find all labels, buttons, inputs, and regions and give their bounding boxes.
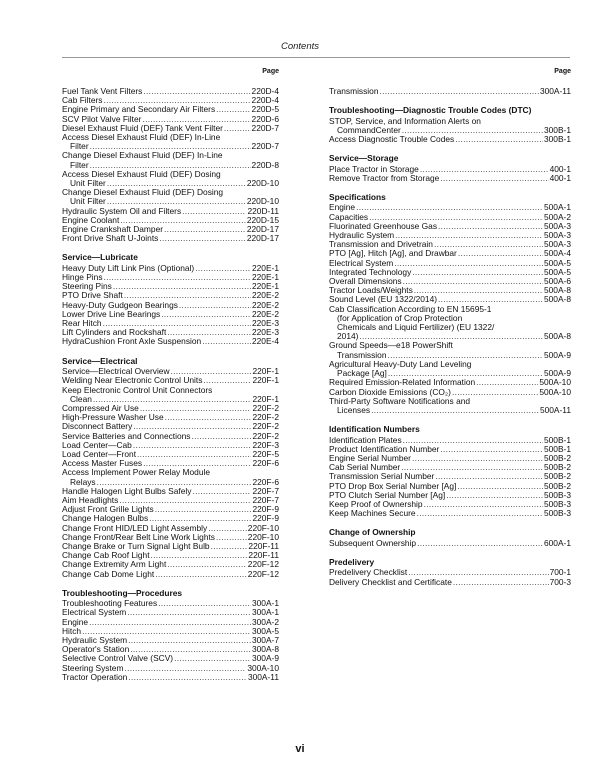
entry-page-number: 220D-8 xyxy=(251,159,279,170)
entry-page-number: 500A-8 xyxy=(543,331,571,342)
entry-page-number: 220D-4 xyxy=(251,95,279,106)
entry-page-number: 500A-3 xyxy=(543,239,571,250)
dot-leader xyxy=(438,222,543,231)
entry-title: Transmission xyxy=(337,349,387,360)
entry-page-number: 500B-1 xyxy=(543,434,571,445)
entry-title: Overall Dimensions xyxy=(329,276,402,287)
entry-page-number: 220F-9 xyxy=(252,504,279,515)
page-column-label: Page xyxy=(554,68,571,75)
entry-page-number: 220F-7 xyxy=(252,494,279,505)
entry-page-number: 220D-5 xyxy=(251,104,279,115)
dot-leader xyxy=(113,282,251,291)
entry-page-number: 300A-1 xyxy=(251,598,279,609)
dot-leader xyxy=(128,636,251,645)
entry-page-number: 220D-10 xyxy=(246,196,279,207)
section-title: Troubleshooting—Diagnostic Trouble Codes (DTC) xyxy=(329,105,532,116)
section-title: Change of Ownership xyxy=(329,527,416,538)
dot-leader xyxy=(476,378,538,387)
entry-title: Tractor Operation xyxy=(62,671,128,682)
toc-entry[interactable] xyxy=(329,341,571,359)
entry-page-number: 500A-9 xyxy=(543,349,571,360)
entry-title: Hydraulic System Oil and Filters xyxy=(62,205,182,216)
entry-page-number: 300B-1 xyxy=(543,124,571,135)
toc-section xyxy=(329,425,571,518)
entry-title-line: Cab Classification According to EN 15695-1 xyxy=(329,303,492,314)
entry-page-number: 220F-5 xyxy=(252,448,279,459)
entry-title: Aim Headlights xyxy=(62,494,119,505)
entry-page-number: 300A-9 xyxy=(251,653,279,664)
entry-title: Rear Hitch xyxy=(62,318,102,329)
entry-title-line: Change Diesel Exhaust Fluid (DEF) Dosing xyxy=(62,187,224,198)
entry-title: Transmission Serial Number xyxy=(329,471,435,482)
entry-page-number: 500B-1 xyxy=(543,443,571,454)
entry-page-number: 500A-5 xyxy=(543,266,571,277)
dot-leader xyxy=(164,225,246,234)
section-title: Service—Lubricate xyxy=(62,252,138,263)
dot-leader xyxy=(143,87,250,96)
toc-section xyxy=(329,193,571,415)
entry-title: Engine Serial Number xyxy=(329,452,411,463)
dot-leader xyxy=(446,491,543,500)
dot-leader xyxy=(455,135,543,144)
dot-leader xyxy=(412,268,543,277)
toc-section xyxy=(62,589,279,682)
dot-leader xyxy=(192,487,251,496)
entry-title: Service Batteries and Connections xyxy=(62,430,191,441)
entry-page-number: 220D-6 xyxy=(251,113,279,124)
entry-page-number: 500A-5 xyxy=(543,257,571,268)
dot-leader xyxy=(155,505,252,514)
entry-page-number: 500A-8 xyxy=(543,294,571,305)
entry-title: Handle Halogen Light Bulbs Safely xyxy=(62,485,192,496)
entry-page-number: 220F-10 xyxy=(247,531,279,542)
entry-title: Lower Drive Line Bearings xyxy=(62,308,161,319)
entry-page-number: 220F-12 xyxy=(247,568,279,579)
entry-title: Hydraulic System xyxy=(62,634,128,645)
entry-page-number: 220E-2 xyxy=(251,290,279,301)
dot-leader xyxy=(167,560,247,569)
entry-page-number: 220E-3 xyxy=(251,318,279,329)
dot-leader xyxy=(420,165,549,174)
entry-title: Predelivery Checklist xyxy=(329,567,408,578)
entry-title: Engine xyxy=(62,616,89,627)
toc-entry[interactable] xyxy=(329,578,571,587)
section-title: Identification Numbers xyxy=(329,424,420,435)
entry-title: Selective Control Valve (SCV) xyxy=(62,653,174,664)
dot-leader xyxy=(155,570,247,579)
entry-title: Electrical System xyxy=(329,257,394,268)
entry-page-number: 500A-10 xyxy=(539,377,571,388)
section-title: Service—Electrical xyxy=(62,355,138,366)
dot-leader xyxy=(412,454,543,463)
entry-title: Sound Level (EU 1322/2014) xyxy=(329,294,438,305)
entry-page-number: 500B-3 xyxy=(543,489,571,500)
entry-page-number: 220F-2 xyxy=(252,430,279,441)
dot-leader xyxy=(192,432,252,441)
entry-title: Remove Tractor from Storage xyxy=(329,172,440,183)
entry-page-number: 220E-4 xyxy=(251,336,279,347)
entry-title-line: Chemicals and Liquid Fertilizer) (EU 1322/ xyxy=(337,322,495,333)
toc-entry[interactable] xyxy=(329,135,571,144)
toc-section xyxy=(62,253,279,346)
entry-page-number: 400-1 xyxy=(549,172,571,183)
page-folio: vi xyxy=(295,743,305,755)
dot-leader xyxy=(371,406,539,415)
entry-page-number: 220D-7 xyxy=(251,122,279,133)
dot-leader xyxy=(458,249,543,258)
entry-page-number: 500A-3 xyxy=(543,220,571,231)
dot-leader xyxy=(195,264,251,273)
dot-leader xyxy=(179,301,251,310)
entry-title: Engine Crankshaft Damper xyxy=(62,224,164,235)
dot-leader xyxy=(453,578,549,587)
entry-title-line: Change Diesel Exhaust Fluid (DEF) In-Line xyxy=(62,150,223,161)
entry-title: Place Tractor in Storage xyxy=(329,163,419,174)
entry-title: Change Halogen Bulbs xyxy=(62,513,149,524)
entry-page-number: 220F-9 xyxy=(252,513,279,524)
entry-title: 2014) xyxy=(337,331,359,342)
dot-leader xyxy=(159,234,246,243)
toc-entry[interactable] xyxy=(329,87,571,96)
dot-leader xyxy=(133,441,252,450)
dot-leader xyxy=(128,673,247,682)
dot-leader xyxy=(104,273,251,282)
entry-page-number: 220D-15 xyxy=(246,214,279,225)
dot-leader xyxy=(424,500,543,509)
section-title: Specifications xyxy=(329,192,386,203)
entry-title: Fluorinated Greenhouse Gas xyxy=(329,220,438,231)
dot-leader xyxy=(165,413,252,422)
toc-entry[interactable] xyxy=(62,608,279,617)
toc-entry[interactable] xyxy=(62,618,279,627)
dot-leader xyxy=(202,337,251,346)
entry-page-number: 500A-4 xyxy=(543,248,571,259)
entry-page-number: 300B-1 xyxy=(543,134,571,145)
entry-title: Diesel Exhaust Fluid (DEF) Tank Vent Filter xyxy=(62,122,223,133)
entry-title: Integrated Technology xyxy=(329,266,412,277)
entry-title: Hydraulic System xyxy=(329,230,395,241)
entry-title: Operator's Station xyxy=(62,644,130,655)
toc-entry[interactable] xyxy=(62,188,279,206)
entry-page-number: 500B-2 xyxy=(543,452,571,463)
entry-title: Hitch xyxy=(62,625,82,636)
entry-page-number: 220D-11 xyxy=(247,205,279,216)
entry-page-number: 220D-17 xyxy=(246,224,279,235)
entry-page-number: 220F-1 xyxy=(252,393,279,404)
entry-page-number: 500A-2 xyxy=(543,211,571,222)
entry-title: Change Extremity Arm Light xyxy=(62,559,167,570)
entry-title: Change Cab Roof Light xyxy=(62,550,150,561)
entry-title: Unit Filter xyxy=(70,196,106,207)
entry-page-number: 220F-6 xyxy=(252,458,279,469)
entry-page-number: 220D-7 xyxy=(251,141,279,152)
entry-title: PTO Drive Shaft xyxy=(62,290,123,301)
dot-leader xyxy=(380,87,539,96)
entry-page-number: 500B-2 xyxy=(543,462,571,473)
entry-title: Licenses xyxy=(337,404,371,415)
toc-section xyxy=(329,154,571,183)
dot-leader xyxy=(182,207,246,216)
dot-leader xyxy=(356,203,543,212)
entry-title: Engine xyxy=(329,202,356,213)
toc-entry[interactable] xyxy=(62,133,279,151)
toc-entry[interactable] xyxy=(62,673,279,682)
toc-section xyxy=(329,106,571,144)
entry-page-number: 700-1 xyxy=(549,567,571,578)
entry-page-number: 300A-2 xyxy=(251,616,279,627)
section-title: Service—Storage xyxy=(329,153,399,164)
entry-title: Lift Cylinders and Rockshaft xyxy=(62,327,167,338)
entry-page-number: 220E-1 xyxy=(251,272,279,283)
toc-entry[interactable] xyxy=(62,468,279,486)
dot-leader xyxy=(211,542,248,551)
entry-title-line: Third-Party Software Notifications and xyxy=(329,395,471,406)
entry-title: Clean xyxy=(70,393,92,404)
dot-leader xyxy=(158,599,251,608)
entry-title: Engine Coolant xyxy=(62,214,120,225)
entry-page-number: 500B-3 xyxy=(543,498,571,509)
entry-page-number: 220F-11 xyxy=(248,540,279,551)
toc-entry[interactable] xyxy=(329,397,571,415)
page-header-title: Contents xyxy=(280,41,320,52)
entry-page-number: 220F-1 xyxy=(252,375,279,386)
entry-title: Heavy-Duty Gudgeon Bearings xyxy=(62,299,178,310)
toc-entry[interactable] xyxy=(329,360,571,378)
entry-page-number: 500A-8 xyxy=(543,285,571,296)
entry-title: PTO Clutch Serial Number [Ag] xyxy=(329,489,446,500)
entry-page-number: 220F-10 xyxy=(247,522,279,533)
entry-page-number: 300A-7 xyxy=(251,634,279,645)
toc-section xyxy=(62,87,279,243)
toc-entry[interactable] xyxy=(62,386,279,404)
entry-page-number: 300A-11 xyxy=(247,671,279,682)
entry-page-number: 220E-1 xyxy=(251,262,279,273)
entry-title: Product Identification Number xyxy=(329,443,440,454)
entry-title-line: STOP, Service, and Information Alerts on xyxy=(329,115,481,126)
entry-title: Delivery Checklist and Certificate xyxy=(329,576,452,587)
toc-entry[interactable] xyxy=(329,305,571,342)
toc-entry[interactable] xyxy=(329,509,571,518)
entry-title: Change Cab Dome Light xyxy=(62,568,155,579)
entry-title: Cab Filters xyxy=(62,95,103,106)
entry-page-number: 300A-5 xyxy=(251,625,279,636)
entry-title: Relays xyxy=(70,476,96,487)
entry-page-number: 220F-2 xyxy=(252,412,279,423)
entry-title-line: Access Diesel Exhaust Fluid (DEF) Dosing xyxy=(62,168,221,179)
entry-title: Troubleshooting Features xyxy=(62,598,158,609)
entry-page-number: 500B-3 xyxy=(543,508,571,519)
dot-leader xyxy=(417,539,543,548)
entry-title: Change Front/Rear Belt Line Work Lights xyxy=(62,531,215,542)
dot-leader xyxy=(137,450,251,459)
toc-entry[interactable] xyxy=(62,170,279,188)
toc-entry[interactable] xyxy=(62,234,279,243)
entry-page-number: 600A-1 xyxy=(543,537,571,548)
entry-title: Load Center—Cab xyxy=(62,439,132,450)
dot-leader xyxy=(394,259,543,268)
entry-title: Keep Proof of Ownership xyxy=(329,498,423,509)
entry-title: Keep Machines Secure xyxy=(329,508,416,519)
dot-leader xyxy=(440,174,548,183)
toc-entry[interactable] xyxy=(62,337,279,346)
toc-entry[interactable] xyxy=(329,117,571,135)
entry-page-number: 220D-4 xyxy=(251,86,279,96)
toc-entry[interactable] xyxy=(329,174,571,183)
entry-page-number: 500A-3 xyxy=(543,230,571,241)
dot-leader xyxy=(127,608,251,617)
dot-leader xyxy=(216,105,250,114)
dot-leader xyxy=(124,664,246,673)
entry-title: Transmission and Drivetrain xyxy=(329,239,433,250)
entry-title: Steering System xyxy=(62,662,124,673)
dot-leader xyxy=(457,482,543,491)
entry-title: Tractor Loads/Weights xyxy=(329,285,413,296)
entry-page-number: 220F-2 xyxy=(252,421,279,432)
entry-page-number: 220D-10 xyxy=(246,178,279,189)
toc-section xyxy=(329,87,571,96)
entry-title: HydraCushion Front Axle Suspension xyxy=(62,336,202,347)
entry-page-number: 220F-6 xyxy=(252,476,279,487)
section-title: Troubleshooting—Procedures xyxy=(62,587,183,598)
entry-page-number: 220E-3 xyxy=(251,327,279,338)
toc-section xyxy=(329,558,571,587)
dot-leader xyxy=(174,654,251,663)
entry-title: Filter xyxy=(70,141,89,152)
toc-right-column xyxy=(329,68,571,587)
entry-page-number: 300A-11 xyxy=(539,86,571,96)
entry-page-number: 500A-6 xyxy=(543,276,571,287)
entry-title: Subsequent Ownership xyxy=(329,537,417,548)
entry-title: Required Emission-Related Information xyxy=(329,377,476,388)
entry-title: Heavy Duty Lift Link Pins (Optional) xyxy=(62,262,195,273)
entry-title: Filter xyxy=(70,159,89,170)
entry-page-number: 500A-9 xyxy=(543,368,571,379)
entry-page-number: 300A-8 xyxy=(251,644,279,655)
dot-leader xyxy=(417,509,543,518)
entry-title: Change Brake or Turn Signal Light Bulb xyxy=(62,540,210,551)
entry-page-number: 500A-1 xyxy=(543,202,571,213)
entry-title: Welding Near Electronic Control Units xyxy=(62,375,203,386)
entry-title: Engine Primary and Secondary Air Filters xyxy=(62,104,216,115)
dot-leader xyxy=(216,533,247,542)
entry-page-number: 500A-11 xyxy=(539,404,571,415)
entry-title: Steering Pins xyxy=(62,281,112,292)
entry-title-line: Agricultural Heavy-Duty Land Leveling xyxy=(329,358,472,369)
entry-title: Adjust Front Grille Lights xyxy=(62,504,154,515)
entry-title: Compressed Air Use xyxy=(62,402,139,413)
entry-title: PTO [Ag], Hitch [Ag], and Drawbar xyxy=(329,248,457,259)
toc-left-column xyxy=(62,68,279,682)
toc-entry[interactable] xyxy=(62,151,279,169)
entry-page-number: 220E-1 xyxy=(251,281,279,292)
section-title: Predelivery xyxy=(329,556,375,567)
dot-leader xyxy=(440,445,543,454)
entry-page-number: 220F-7 xyxy=(252,485,279,496)
entry-title: Capacities xyxy=(329,211,369,222)
entry-title: Transmission xyxy=(329,86,379,96)
entry-title: Carbon Dioxide Emissions (CO₂) xyxy=(329,386,451,397)
entry-page-number: 300A-1 xyxy=(251,607,279,618)
entry-title: Disconnect Battery xyxy=(62,421,133,432)
entry-page-number: 700-3 xyxy=(549,576,571,587)
entry-title: CommandCenter xyxy=(337,124,401,135)
toc-section xyxy=(329,528,571,548)
entry-title: Identification Plates xyxy=(329,434,402,445)
entry-title-line: Ground Speeds—e18 PowerShift xyxy=(329,340,453,351)
entry-page-number: 500B-2 xyxy=(543,471,571,482)
entry-page-number: 500A-10 xyxy=(539,386,571,397)
entry-page-number: 400-1 xyxy=(549,163,571,174)
entry-title: Hinge Pins xyxy=(62,272,103,283)
dot-leader xyxy=(161,310,251,319)
entry-title: Unit Filter xyxy=(70,178,106,189)
entry-title: Front Drive Shaft U-Joints xyxy=(62,233,159,244)
entry-title: Access Diagnostic Trouble Codes xyxy=(329,134,455,145)
entry-title-line: Keep Electronic Control Unit Connectors xyxy=(62,384,213,395)
entry-page-number: 220F-1 xyxy=(252,366,279,377)
entry-title: High-Pressure Washer Use xyxy=(62,412,164,423)
entry-title: Change Front HID/LED Light Assembly xyxy=(62,522,208,533)
entry-title: Service—Electrical Overview xyxy=(62,366,170,377)
header-rule xyxy=(62,57,570,58)
entry-page-number: 220F-3 xyxy=(252,439,279,450)
dot-leader xyxy=(224,124,251,133)
entry-title: PTO Drop Box Serial Number [Ag] xyxy=(329,480,457,491)
entry-title-line: Access Diesel Exhaust Fluid (DEF) In-Line xyxy=(62,132,221,143)
entry-title-line: (for Application of Crop Protection xyxy=(337,312,463,323)
entry-page-number: 220D-17 xyxy=(246,233,279,244)
entry-page-number: 220F-11 xyxy=(248,550,279,561)
entry-title-line: Access Implement Power Relay Module xyxy=(62,467,211,478)
entry-page-number: 220F-12 xyxy=(247,559,279,570)
entry-page-number: 220E-2 xyxy=(251,299,279,310)
entry-page-number: 500B-2 xyxy=(543,480,571,491)
entry-title: Fuel Tank Vent Filters xyxy=(62,86,143,96)
toc-entry[interactable] xyxy=(329,539,571,548)
toc-section xyxy=(62,357,279,579)
entry-page-number: 220E-2 xyxy=(251,308,279,319)
dot-leader xyxy=(403,277,543,286)
entry-page-number: 220F-2 xyxy=(252,402,279,413)
entry-page-number: 300A-10 xyxy=(247,662,279,673)
entry-title: Access Master Fuses xyxy=(62,458,143,469)
entry-title: Load Center—Front xyxy=(62,448,137,459)
entry-title: Cab Serial Number xyxy=(329,462,401,473)
toc-entry[interactable] xyxy=(62,570,279,579)
entry-title: Package [Ag] xyxy=(337,368,387,379)
dot-leader xyxy=(89,618,251,627)
page-column-label: Page xyxy=(262,68,279,75)
entry-title: Electrical System xyxy=(62,607,127,618)
entry-title: SCV Pilot Valve Filter xyxy=(62,113,142,124)
